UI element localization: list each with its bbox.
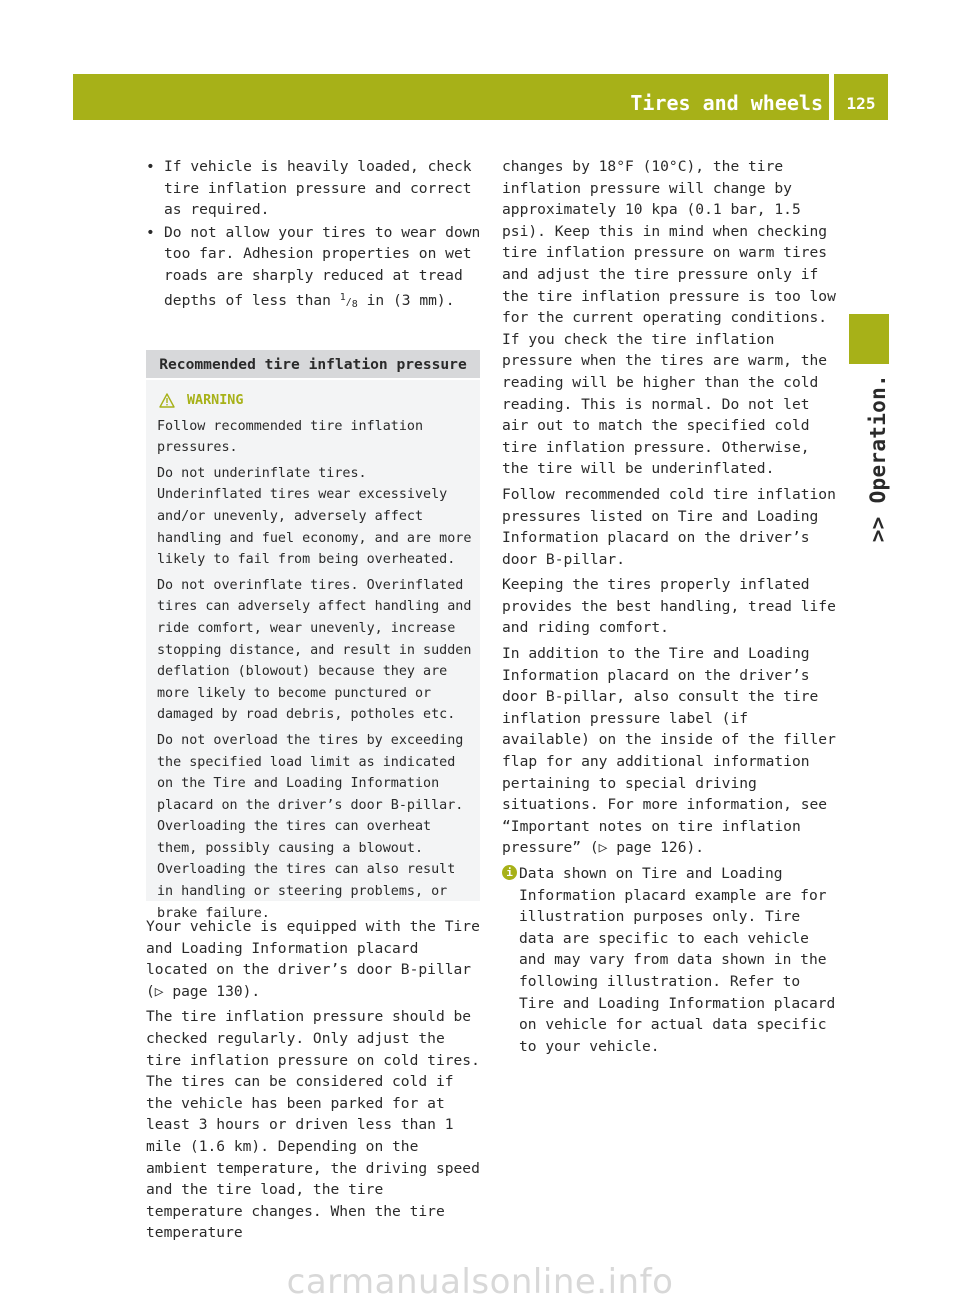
- warning-paragraph: Do not underinflate tires. Underinflated tires wear excessively and/or unevenly, adversely affect handling and fuel economy, and are more likely to fail from being overheated.: [157, 465, 472, 568]
- body-paragraph: In addition to the Tire and Loading Information placard on the driver’s door B-pillar, also consult the tire inflation pressure label (if available) on the inside of the filler flap for any additional information pertaining to special driving situations. For more information, see “Important notes on tire inflation pressure” (▷ page 126).: [502, 645, 836, 857]
- page-section-title: Tires and wheels: [630, 91, 823, 115]
- watermark: carmanualsonline.info: [286, 1262, 674, 1302]
- body-paragraph: The tire inflation pressure should be checked regularly. Only adjust the tire inflation pressure on cold tires. The tires can be considered cold if the vehicle has been parked for at least 3 hours or driven less than 1 mile (1.6 km). Depending on the ambient temperature, the driving speed and the tire load, the tire temperature changes. When the tire temperature: [146, 1008, 480, 1242]
- body-paragraph: Keeping the tires properly inflated provides the best handling, tread life and riding comfort.: [502, 576, 836, 637]
- body-paragraph: changes by 18°F (10°C), the tire inflation pressure will change by approximately 10 kpa (0.1 bar, 1.5 psi). Keep this in mind when checking tire inflation pressure on warm tires and adjust the tire pressure only if the tire inflation pressure is too low for the current operating conditions. If you check the tire inflation pressure when the tires are warm, the reading will be higher than the cold reading. This is normal. Do not let air out to match the specified cold tire inflation pressure. Otherwise, the tire will be underinflated.: [502, 158, 836, 478]
- tread-depth-fraction: $^1/_8$: [339, 291, 358, 310]
- list-item-text: Do not allow your tires to wear down too far. Adhesion properties on wet roads are sharply reduced at tread depths of less than: [164, 223, 481, 309]
- info-icon: i: [502, 865, 517, 880]
- tire-tips-list: [146, 156, 482, 315]
- warning-header: [157, 390, 475, 412]
- list-item: [146, 222, 482, 315]
- chapter-tab-label: [841, 374, 891, 754]
- fraction-denominator: 8: [351, 298, 358, 310]
- list-item: [146, 156, 482, 221]
- warning-paragraph: Do not overinflate tires. Overinflated tires can adversely affect handling and ride comfort, wear unevenly, increase stopping distance, and result in sudden deflation (blowout) because they are more likely to become punctured or damaged by road debris, potholes etc.: [157, 577, 472, 723]
- left-column-body: [146, 916, 482, 1248]
- info-note: [502, 863, 837, 1057]
- warning-box: [146, 380, 480, 921]
- warning-paragraph: Follow recommended tire inflation pressures.: [157, 418, 424, 456]
- header-band: [73, 74, 829, 120]
- chapter-label-text: >> Operation.: [866, 374, 890, 543]
- list-item-text: If vehicle is heavily loaded, check tire inflation pressure and correct as required.: [164, 158, 472, 219]
- warning-content: [157, 390, 475, 928]
- bullet-marker: •: [146, 158, 155, 175]
- warning-paragraph: Do not overload the tires by exceeding the specified load limit as indicated on the Tire and Loading Information placard on the driver’s door B-pillar. Overloading the tires can overheat them, possibly causing a blowout. Overloading the tires can also result in handling or steering problems, or brake failure.: [157, 732, 464, 921]
- body-paragraph: Your vehicle is equipped with the Tire and Loading Information placard located on the driver’s door B-pillar (▷ page 130).: [146, 918, 480, 1000]
- right-column: [502, 156, 837, 1061]
- page-number: 125: [834, 74, 888, 120]
- fraction-suffix: in (3 mm).: [366, 291, 455, 309]
- warning-label: WARNING: [187, 393, 244, 408]
- warning-triangle-icon: [159, 393, 175, 408]
- info-note-text: Data shown on Tire and Loading Information placard example are for illustration purposes only. Tire data are specific to each vehicle and may vary from data shown in the following illustration. Refer to Tire and Loading Information placard on vehicle for actual data specific to your vehicle.: [519, 865, 836, 1055]
- chapter-tab-marker: [849, 314, 889, 364]
- bullet-marker: •: [146, 223, 155, 241]
- section-heading: Recommended tire inflation pressure: [146, 350, 480, 378]
- fraction-numerator: 1: [339, 291, 346, 303]
- body-paragraph: Follow recommended cold tire inflation pressures listed on Tire and Loading Information placard on the driver’s door B-pillar.: [502, 485, 836, 568]
- left-column-top: [146, 156, 482, 316]
